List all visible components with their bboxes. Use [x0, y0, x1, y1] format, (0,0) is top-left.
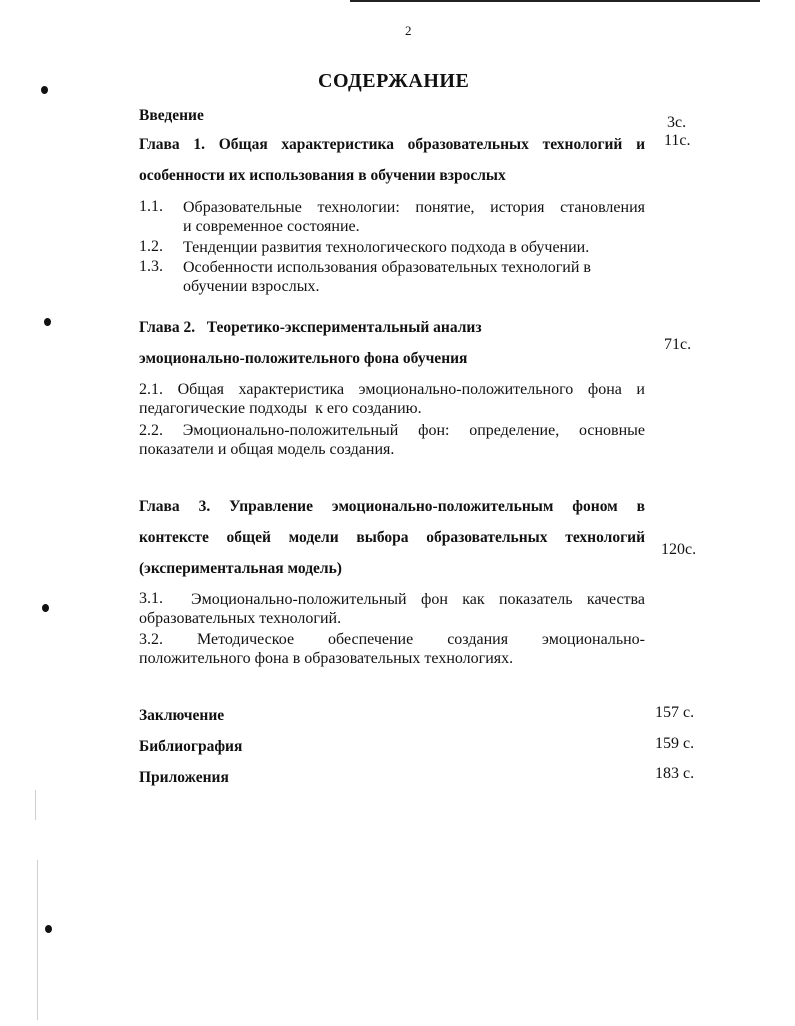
- toc-page-chapter2: 71с.: [664, 336, 692, 353]
- toc-entry-conclusion: Заключение: [139, 707, 225, 724]
- chapter1-title-line1: Глава 1. Общая характеристика образовательных технологий и: [139, 136, 645, 153]
- binder-hole-mark: [44, 318, 51, 326]
- chapter2-title-line2: эмоционально-положительного фона обучения: [139, 350, 468, 367]
- binder-hole-mark: [45, 925, 52, 933]
- toc-section-3-1: [139, 590, 645, 630]
- toc-page-introduction: 3с.: [667, 114, 687, 131]
- section-title-line1: Эмоционально-положительный фон как показатель качества: [191, 591, 645, 608]
- toc-entry-introduction: Введение: [139, 107, 204, 124]
- toc-section-3-2-line1: 3.2. Методическое обеспечение создания эмоционально-: [139, 631, 645, 648]
- toc-page-appendices: 183 с.: [655, 765, 695, 782]
- toc-page-chapter3: 120с.: [661, 541, 697, 558]
- scan-margin-line: [35, 790, 36, 820]
- section-title-line1: Особенности использования образовательных технологий в: [183, 259, 591, 276]
- section-number: 1.1.: [139, 198, 163, 215]
- binder-hole-mark: [42, 604, 49, 612]
- section-title-line2: и современное состояние.: [183, 218, 360, 235]
- scan-margin-line: [37, 860, 38, 1020]
- chapter3-title-line2: контексте общей модели выбора образовательных технологий: [139, 529, 645, 546]
- section-number: 3.1.: [139, 590, 163, 607]
- section-title-line1: Образовательные технологии: понятие, история становления: [183, 199, 645, 216]
- toc-section-3-2-line2: положительного фона в образовательных технологиях.: [139, 650, 514, 667]
- toc-section-2-2-line2: показатели и общая модель создания.: [139, 441, 395, 458]
- binder-hole-mark: [41, 86, 48, 94]
- toc-page-chapter1: 11с.: [664, 132, 691, 149]
- toc-section-2-2-line1: 2.2. Эмоционально-положительный фон: определение, основные: [139, 422, 645, 439]
- toc-section-2-1-line1: 2.1. Общая характеристика эмоционально-положительного фона и: [139, 381, 645, 398]
- section-title-line2: обучении взрослых.: [183, 278, 320, 295]
- toc-entry-appendices: Приложения: [139, 769, 229, 786]
- chapter3-title-line1: Глава 3. Управление эмоционально-положительным фоном в: [139, 498, 645, 515]
- toc-entry-bibliography: Библиография: [139, 738, 243, 755]
- scan-top-rule: [350, 0, 760, 2]
- toc-section-1-1: [139, 198, 645, 238]
- section-title-line2: образовательных технологий.: [139, 610, 342, 627]
- section-number: 1.2.: [139, 238, 163, 255]
- page-title: СОДЕРЖАНИЕ: [318, 70, 470, 92]
- chapter2-title-line1: Глава 2. Теоретико-экспериментальный анализ: [139, 319, 482, 336]
- section-title-line1: Тенденции развития технологического подхода в обучении.: [183, 239, 590, 256]
- section-number: 1.3.: [139, 258, 163, 275]
- toc-page-bibliography: 159 с.: [655, 735, 695, 752]
- page-number: 2: [405, 23, 412, 38]
- toc-section-1-2: [139, 238, 645, 258]
- toc-section-1-3: [139, 258, 645, 298]
- chapter3-title-line3: (экспериментальная модель): [139, 560, 342, 577]
- chapter1-title-line2: особенности их использования в обучении взрослых: [139, 167, 506, 184]
- toc-page-conclusion: 157 с.: [655, 704, 695, 721]
- toc-section-2-1-line2: педагогические подходы к его созданию.: [139, 400, 422, 417]
